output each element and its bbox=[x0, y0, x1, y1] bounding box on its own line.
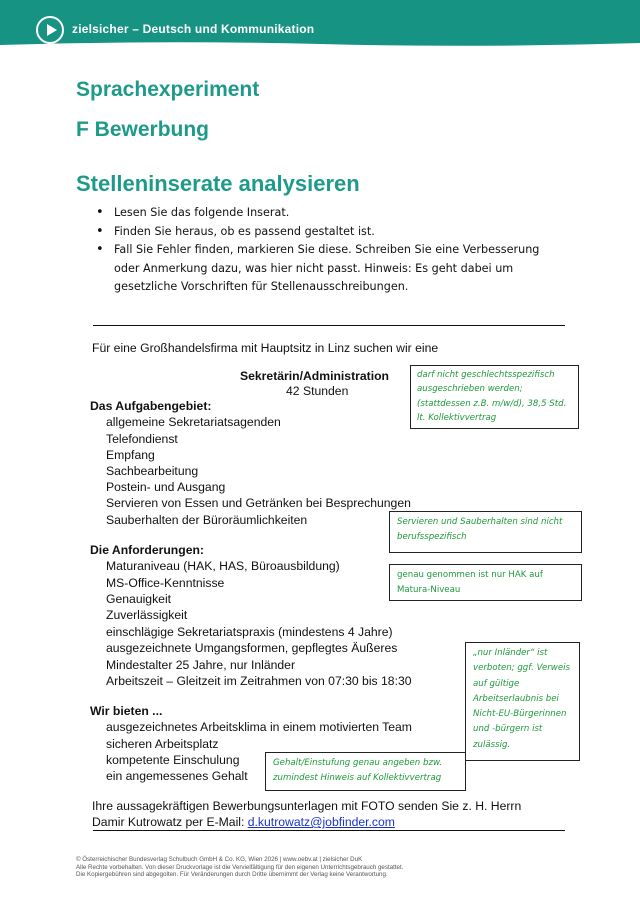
play-logo-icon bbox=[36, 16, 64, 44]
offers-heading: Wir bieten ... bbox=[90, 704, 163, 718]
note-salary bbox=[265, 752, 466, 791]
task-item: Sachbearbeitung bbox=[106, 464, 199, 478]
bottom-divider bbox=[93, 830, 565, 831]
note-line: berufsspezifisch bbox=[397, 532, 467, 543]
instruction-list bbox=[96, 204, 556, 297]
task-item: Empfang bbox=[106, 448, 155, 462]
instruction-item: • Finden Sie heraus, ob es passend gestaltet ist. bbox=[96, 223, 556, 242]
requirement-item: Mindestalter 25 Jahre, nur Inländer bbox=[106, 658, 296, 672]
task-item: allgemeine Sekretariatsagenden bbox=[106, 415, 281, 429]
task-item: Telefondienst bbox=[106, 432, 178, 446]
note-line: darf nicht geschlechtsspezifisch bbox=[417, 370, 555, 380]
requirement-item: Zuverlässigkeit bbox=[106, 608, 188, 622]
requirement-item: ausgezeichnete Umgangsformen, gepflegtes Äußeres bbox=[106, 641, 398, 655]
note-line: Matura-Niveau bbox=[397, 585, 461, 596]
ad-position: Sekretärin/Administration bbox=[240, 369, 389, 383]
footer-line: Die Kopiergebühren sind abgegolten. Für Veränderungen durch Dritte übernimmt der Verlag keine Verantwortung. bbox=[76, 871, 388, 879]
requirement-item: einschlägige Sekretariatspraxis (mindestens 4 Jahre) bbox=[106, 625, 393, 639]
header-banner bbox=[0, 0, 640, 50]
note-line: Arbeitserlaubnis bei bbox=[473, 693, 559, 704]
footer-line: Alle Rechte vorbehalten. Von dieser Druckvorlage ist die Vervielfältigung für den eigenen Unterrichtsgebrauch gestattet. bbox=[76, 863, 404, 871]
requirements-heading: Die Anforderungen: bbox=[90, 543, 204, 557]
heading-stelleninserate: Stelleninserate analysieren bbox=[76, 171, 360, 196]
requirement-item: Genauigkeit bbox=[106, 592, 172, 606]
heading-bewerbung: F Bewerbung bbox=[76, 118, 210, 141]
note-duties bbox=[389, 511, 582, 553]
note-line: zumindest Hinweis auf Kollektivvertrag bbox=[273, 773, 442, 784]
note-matura bbox=[389, 564, 582, 601]
note-line: Servieren und Sauberhalten sind nicht bbox=[397, 517, 563, 527]
brand-name: zielsicher – Deutsch und Kommunikation bbox=[72, 22, 315, 36]
task-item: Servieren von Essen und Getränken bei Besprechungen bbox=[106, 496, 411, 510]
requirement-item: Maturaniveau (HAK, HAS, Büroausbildung) bbox=[106, 559, 340, 573]
note-line: (stattdessen z.B. m/w/d), 38,5 Std. bbox=[417, 398, 567, 409]
note-line: zulässig. bbox=[473, 739, 511, 750]
instruction-item: • Fall Sie Fehler finden, markieren Sie diese. Schreiben Sie eine Verbesserung oder Anmerkung dazu, was hier nicht passt. Hinweis: Es geht dabei um gesetzliche Vorschriften für Stellenausschreibungen. bbox=[96, 241, 556, 297]
note-line: „nur Inländer“ ist bbox=[473, 648, 548, 658]
contact-text: Damir Kutrowatz per E-Mail: bbox=[92, 815, 248, 829]
task-item: Postein- und Ausgang bbox=[106, 480, 226, 494]
task-item: Sauberhalten der Büroräumlichkeiten bbox=[106, 513, 308, 527]
dotted-wave-decoration bbox=[0, 38, 640, 50]
note-line: ausgeschrieben werden; bbox=[417, 384, 523, 395]
note-line: Gehalt/Einstufung genau angeben bzw. bbox=[273, 758, 443, 768]
note-line: verboten; ggf. Verweis bbox=[473, 663, 570, 674]
note-line: genau genommen ist nur HAK auf bbox=[397, 570, 543, 580]
note-line: und -bürgern ist bbox=[473, 724, 543, 735]
note-nationality bbox=[465, 642, 580, 761]
note-line: auf gültige bbox=[473, 678, 520, 689]
ad-intro: Für eine Großhandelsfirma mit Hauptsitz in Linz suchen wir eine bbox=[92, 341, 439, 355]
instruction-item: • Lesen Sie das folgende Inserat. bbox=[96, 204, 556, 223]
tasks-heading: Das Aufgabengebiet: bbox=[90, 399, 212, 413]
note-gender bbox=[410, 365, 579, 429]
email-link[interactable]: d.kutrowatz@jobfinder.com bbox=[247, 815, 395, 829]
closing-line: Ihre aussagekräftigen Bewerbungsunterlagen mit FOTO senden Sie z. H. Herrn bbox=[92, 799, 522, 813]
offer-item: kompetente Einschulung bbox=[106, 753, 240, 767]
offer-item: ausgezeichnetes Arbeitsklima in einem motivierten Team bbox=[106, 720, 412, 734]
copyright-footer bbox=[76, 856, 403, 879]
offer-item: ein angemessenes Gehalt bbox=[106, 769, 248, 783]
note-line: lt. Kollektivvertrag bbox=[417, 413, 497, 424]
note-line: Nicht-EU-Bürgerinnen bbox=[473, 709, 567, 720]
offer-item: sicheren Arbeitsplatz bbox=[106, 737, 219, 751]
ad-hours: 42 Stunden bbox=[286, 384, 349, 398]
closing-contact bbox=[92, 814, 395, 830]
heading-sprachexperiment: Sprachexperiment bbox=[76, 78, 260, 101]
top-divider bbox=[93, 325, 565, 326]
requirement-item: Arbeitszeit – Gleitzeit im Zeitrahmen von 07:30 bis 18:30 bbox=[106, 674, 412, 688]
footer-line: © Österreichischer Bundesverlag Schulbuch GmbH & Co. KG, Wien 2026 | www.oebv.at | zielsicher DuK bbox=[76, 856, 363, 863]
requirement-item: MS-Office-Kenntnisse bbox=[106, 576, 225, 590]
